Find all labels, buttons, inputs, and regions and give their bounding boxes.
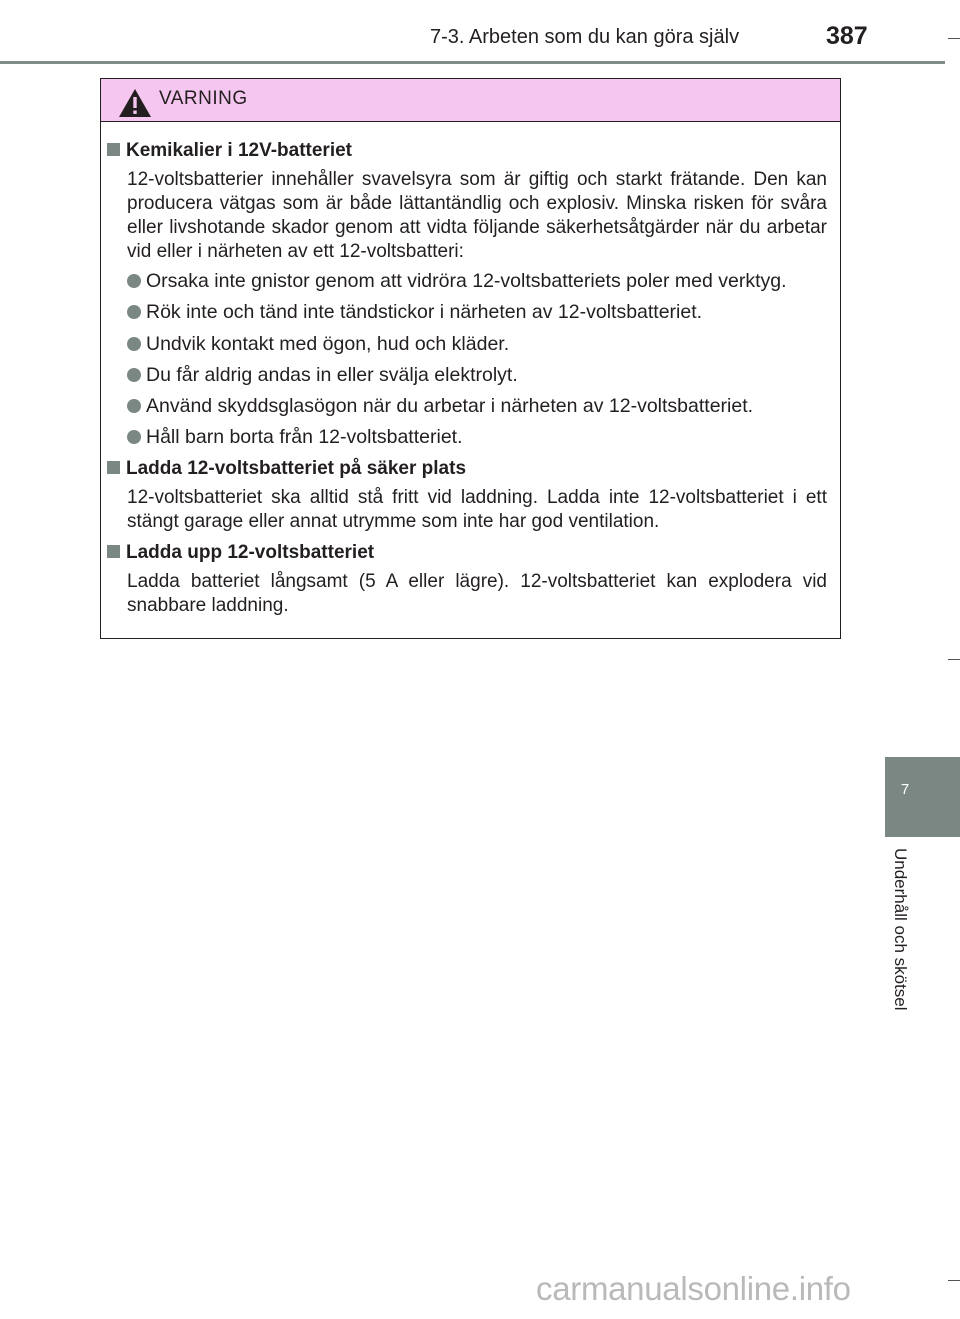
list-item xyxy=(127,301,702,324)
circle-bullet-icon xyxy=(127,430,141,444)
list-item-text: Håll barn borta från 12-voltsbatteriet. xyxy=(146,426,463,448)
warning-title: VARNING xyxy=(159,88,248,109)
header-divider xyxy=(0,61,945,64)
crop-mark xyxy=(948,1280,960,1281)
warning-header xyxy=(101,79,840,122)
section-title: 7-3. Arbeten som du kan göra själv xyxy=(430,26,740,48)
section-heading xyxy=(107,140,352,162)
warning-box xyxy=(100,78,841,639)
list-item xyxy=(127,395,753,418)
section-paragraph: 12-voltsbatterier innehåller svavelsyra som är giftig och starkt frätande. Den kan producera vätgas som är både lättantändlig och explosiv. Minska risken för svåra eller livshotande skador genom att vidta följande säkerhetsåtgärder när du arbetar vid eller i närheten av ett 12-voltsbatteri: xyxy=(127,169,827,262)
list-item-text: Undvik kontakt med ögon, hud och kläder. xyxy=(146,333,510,355)
list-item xyxy=(127,270,787,293)
chapter-number: 7 xyxy=(900,781,910,798)
chapter-title: Underhåll och skötsel xyxy=(891,848,910,1011)
list-item-text: Använd skyddsglasögon när du arbetar i närheten av 12-voltsbatteriet. xyxy=(146,395,754,417)
section-heading-text: Ladda 12-voltsbatteriet på säker plats xyxy=(126,458,467,479)
square-bullet-icon xyxy=(107,545,120,558)
list-item xyxy=(127,333,509,356)
crop-mark xyxy=(948,38,960,39)
square-bullet-icon xyxy=(107,461,120,474)
square-bullet-icon xyxy=(107,143,120,156)
list-item xyxy=(127,364,518,387)
section-heading xyxy=(107,542,374,564)
watermark: carmanualsonline.info xyxy=(536,1270,851,1307)
section-paragraph: 12-voltsbatteriet ska alltid stå fritt vid laddning. Ladda inte 12-voltsbatteriet i ett stängt garage eller annat utrymme som inte har god ventilation. xyxy=(127,487,827,532)
section-heading-text: Ladda upp 12-voltsbatteriet xyxy=(126,542,375,563)
circle-bullet-icon xyxy=(127,368,141,382)
circle-bullet-icon xyxy=(127,337,141,351)
section-heading xyxy=(107,458,466,480)
list-item-text: Rök inte och tänd inte tändstickor i närheten av 12-voltsbatteriet. xyxy=(146,301,703,323)
list-item xyxy=(127,426,463,449)
circle-bullet-icon xyxy=(127,305,141,319)
circle-bullet-icon xyxy=(127,274,141,288)
warning-triangle-icon xyxy=(118,88,152,118)
page-number: 387 xyxy=(826,22,868,50)
chapter-title-vertical xyxy=(890,848,920,1048)
chapter-tab xyxy=(885,757,960,837)
crop-mark xyxy=(948,659,960,660)
list-item-text: Orsaka inte gnistor genom att vidröra 12-voltsbatteriets poler med verktyg. xyxy=(146,270,787,292)
circle-bullet-icon xyxy=(127,399,141,413)
list-item-text: Du får aldrig andas in eller svälja elektrolyt. xyxy=(146,364,518,386)
section-heading-text: Kemikalier i 12V-batteriet xyxy=(126,140,352,161)
section-paragraph: Ladda batteriet långsamt (5 A eller lägre). 12-voltsbatteriet kan explodera vid snabbare laddning. xyxy=(127,571,827,616)
